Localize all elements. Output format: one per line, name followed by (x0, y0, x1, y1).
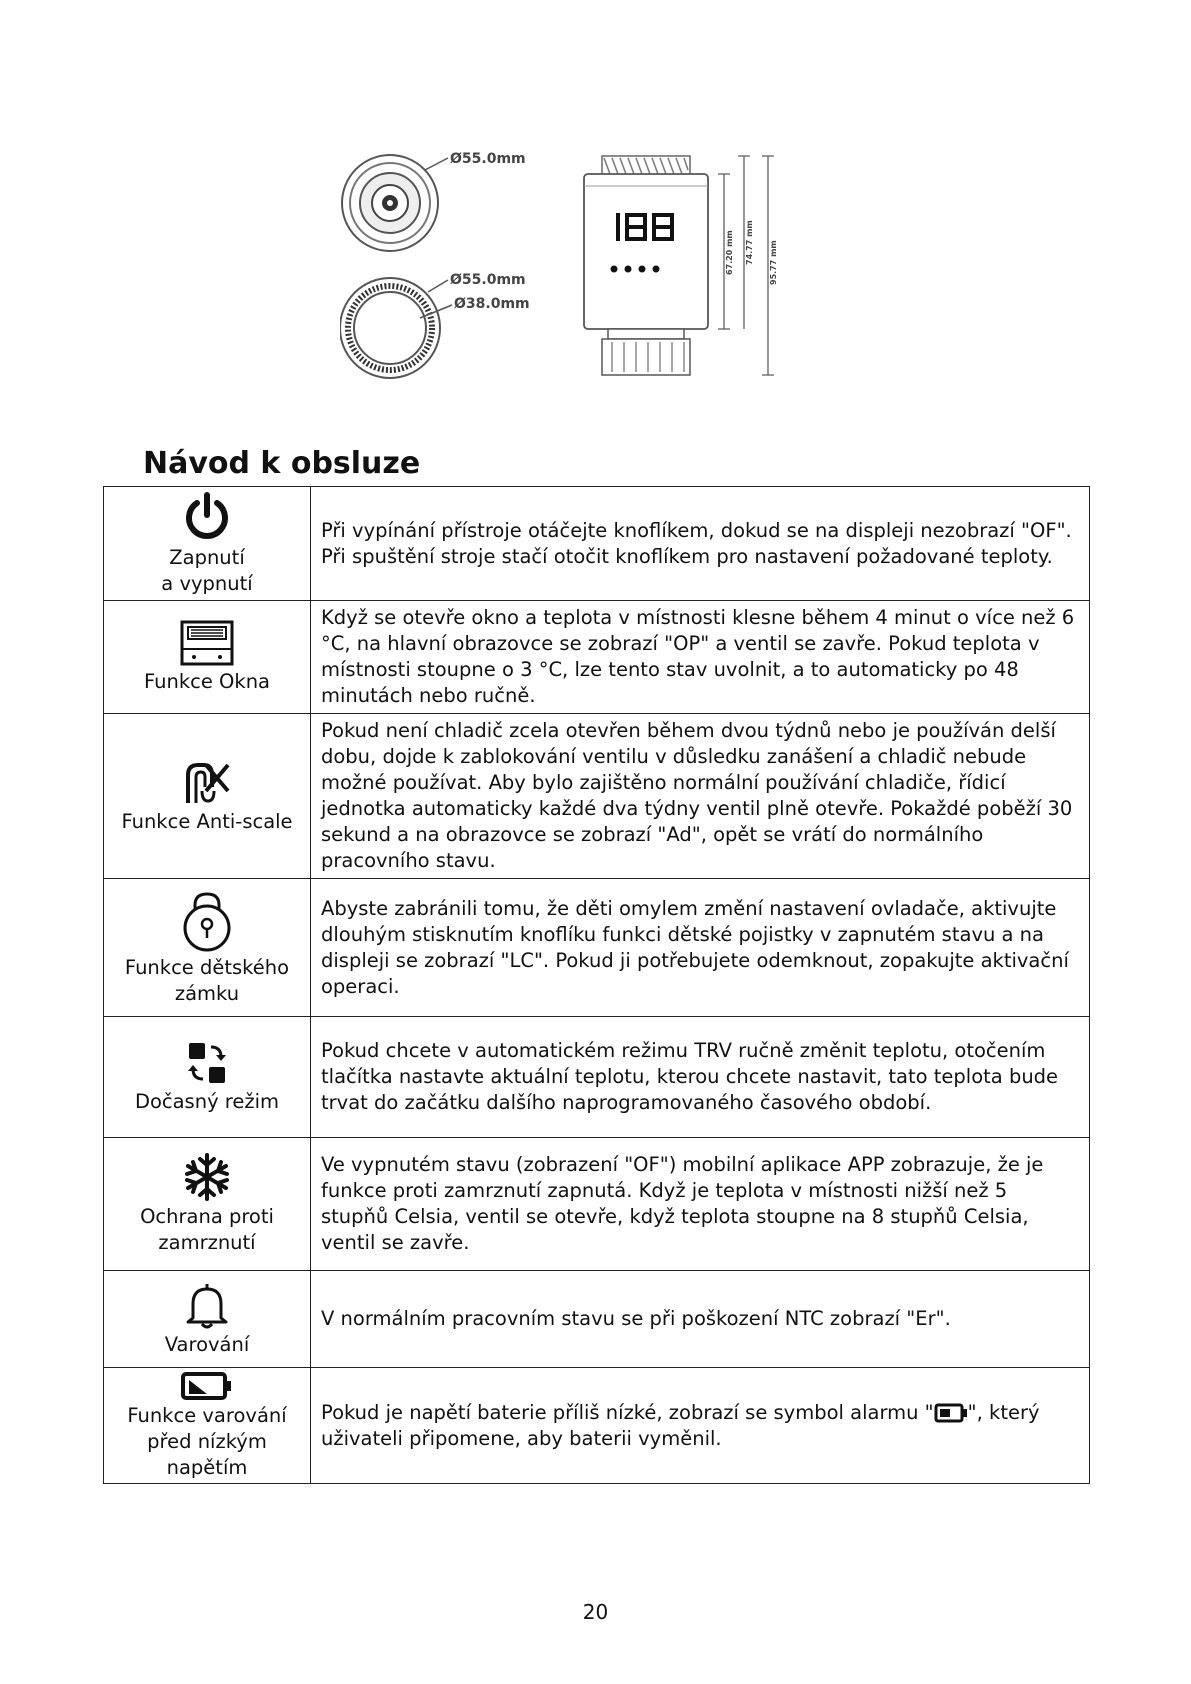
feature-label: Varování (164, 1333, 250, 1356)
feature-label: Funkce Anti-scale (121, 810, 293, 833)
page-number: 20 (582, 1600, 609, 1624)
feature-label: Funkce Okna (143, 670, 271, 693)
feature-label: Funkce varování před nízkým napětím (127, 1403, 287, 1479)
description-cell: Abyste zabránili tomu, že děti omylem změní nastavení ovladače, aktivujte dlouhým stisknutím knoflíku funkci dětské pojistky v zapnutém stavu a na displeji se zobrazí "LC". Pokud ji potřebujete odemknout, zopakujte aktivační operaci. (311, 879, 1090, 1017)
operation-table (103, 486, 1090, 1484)
description-cell: Ve vypnutém stavu (zobrazení "OF") mobilní aplikace APP zobrazuje, že je funkce proti zamrznutí zapnutá. Když je teplota v místnosti nižší než 5 stupňů Celsia, ventil se otevře, když teplota stoupne na 8 stupňů Celsia, ventil se zavře. (311, 1138, 1090, 1271)
page-title: Návod k obsluze (143, 446, 421, 481)
dim-height-3: 95.77 mm (769, 240, 778, 285)
low-battery-icon (180, 1371, 234, 1401)
description-text-before: Pokud je napětí baterie příliš nízké, zobrazí se symbol alarmu " (321, 1400, 934, 1424)
anti-scale-icon (180, 757, 234, 807)
feature-cell (104, 1271, 311, 1368)
dim-bottom-outer: Ø55.0mm (450, 272, 526, 288)
table-row (104, 879, 1090, 1017)
table-row (104, 714, 1090, 879)
feature-label: Ochrana proti zamrznutí (140, 1205, 274, 1254)
feature-label: Zapnutí a vypnutí (161, 545, 253, 595)
description-cell: V normálním pracovním stavu se při poškození NTC zobrazí "Er". (311, 1271, 1090, 1368)
temporary-mode-icon (183, 1039, 231, 1087)
table-row (104, 601, 1090, 714)
table-row (104, 1368, 1090, 1484)
feature-cell (104, 601, 311, 714)
low-battery-inline-icon (934, 1403, 968, 1423)
description-text-after: ", který uživateli připomene, aby baterii vyměnil. (321, 1400, 1040, 1450)
dim-height-1: 67.20 mm (725, 230, 734, 275)
table-row (104, 1271, 1090, 1368)
power-icon (181, 491, 233, 543)
description-cell: Pokud není chladič zcela otevřen během dvou týdnů nebo je používán delší dobu, dojde k zablokování ventilu v důsledku zanášení a chladič nebude možné používat. Aby bylo zajištěno normální používání chladiče, řídicí jednotka automaticky každé dva týdny ventil plně otevře. Pokaždé poběží 30 sekund a na obrazovce se zobrazí "Ad", opět se vrátí do normálního pracovního stavu. (311, 714, 1090, 879)
top-view-knob (342, 155, 438, 251)
dim-top-outer: Ø55.0mm (450, 151, 526, 167)
feature-cell (104, 879, 311, 1017)
table-row (104, 1138, 1090, 1271)
side-view-thermostat (584, 156, 708, 375)
feature-label: Dočasný režim (134, 1090, 280, 1113)
feature-cell (104, 487, 311, 601)
feature-cell (104, 1368, 311, 1484)
product-dimension-drawing (340, 150, 860, 420)
description-cell (311, 1368, 1090, 1484)
feature-label: Funkce dětského zámku (124, 955, 290, 1005)
bottom-view-ring (340, 278, 440, 378)
feature-cell (104, 714, 311, 879)
dim-height-2: 74.77 mm (745, 220, 754, 265)
window-icon (179, 619, 235, 667)
snowflake-icon (182, 1152, 232, 1202)
description-cell: Když se otevře okno a teplota v místnosti klesne během 4 minut o více než 6 °C, na hlavní obrazovce se zobrazí "OP" a ventil se zavře. Pokud teplota v místnosti stoupne o 3 °C, lze tento stav uvolnit, a to automaticky po 48 minutách nebo ručně. (311, 601, 1090, 714)
child-lock-icon (180, 889, 234, 953)
description-cell: Při vypínání přístroje otáčejte knoflíkem, dokud se na displeji nezobrazí "OF". Při spuštění stroje stačí otočit knoflíkem pro nastavení požadované teploty. (311, 487, 1090, 601)
feature-cell (104, 1017, 311, 1138)
bell-icon (184, 1280, 230, 1330)
description-cell: Pokud chcete v automatickém režimu TRV ručně změnit teplotu, otočením tlačítka nastavte aktuální teplotu, kterou chcete nastavit, tato teplota bude trvat do začátku dalšího naprogramovaného časového období. (311, 1017, 1090, 1138)
feature-cell (104, 1138, 311, 1271)
table-row (104, 487, 1090, 601)
table-row (104, 1017, 1090, 1138)
dim-bottom-inner: Ø38.0mm (454, 296, 530, 312)
